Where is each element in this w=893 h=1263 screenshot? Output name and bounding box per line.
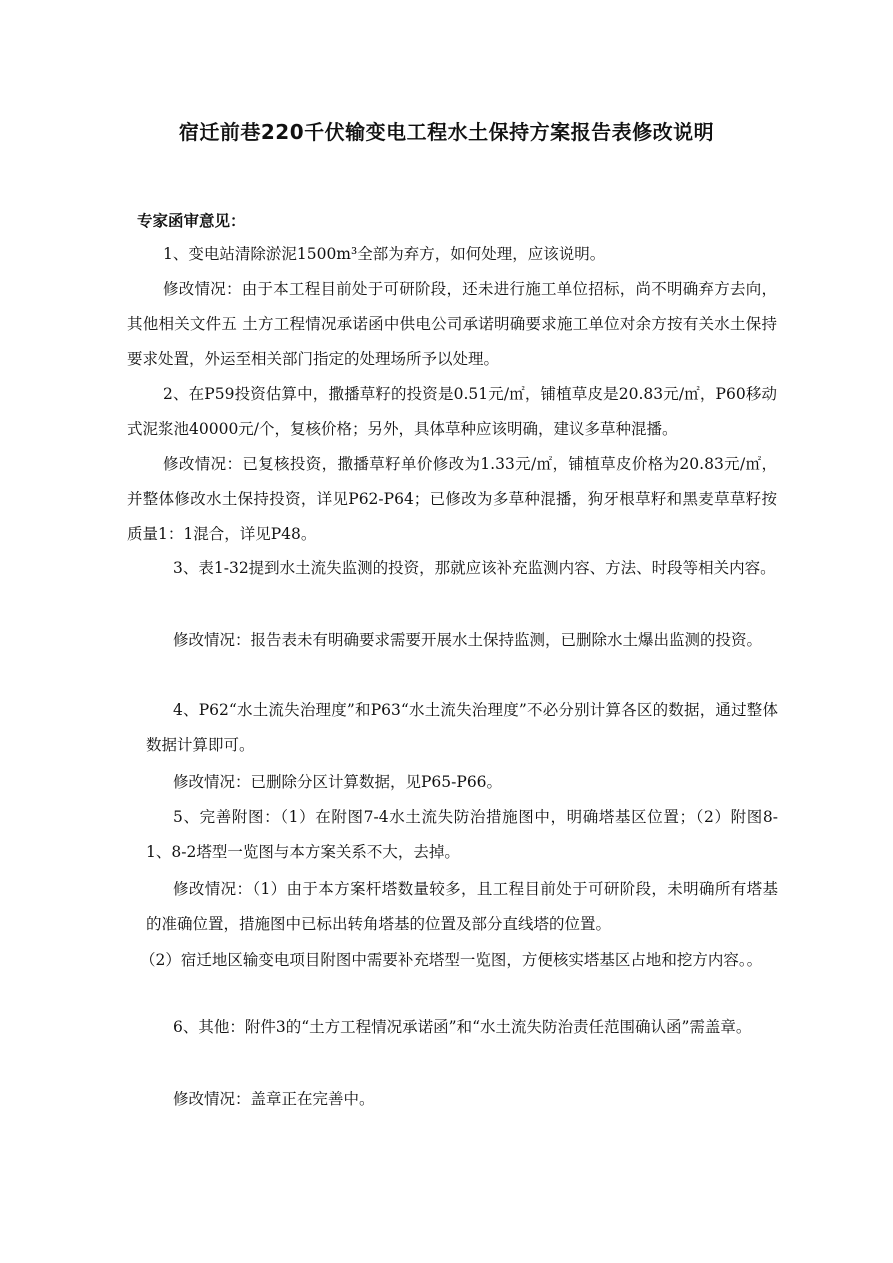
comment-4: 4、P62“水土流失治理度”和P63“水土流失治理度”不必分别计算各区的数据，通过整体数据计算即可。 bbox=[146, 701, 778, 754]
response-5-part-2: （2）宿迁地区输变电项目附图中需要补充塔型一览图，方便核实塔基区占地和挖方内容。。 bbox=[140, 951, 763, 969]
response-3: 修改情况：报告表未有明确要求需要开展水土保持监测，已删除水土爆出监测的投资。 bbox=[173, 631, 763, 649]
response-6: 修改情况：盖章正在完善中。 bbox=[173, 1090, 375, 1108]
response-1: 修改情况：由于本工程目前处于可研阶段，还未进行施工单位招标，尚不明确弃方去向，其他相关文件五 土方工程情况承诺函中供电公司承诺明确要求施工单位对余方按有关水土保持要求处置，外运至相关部门指定的处理场所予以处理。 bbox=[127, 280, 777, 368]
comment-2: 2、在P59投资估算中，撒播草籽的投资是0.51元/㎡，铺植草皮是20.83元/㎡，P60移动式泥浆池40000元/个，复核价格；另外，具体草种应该明确，建议多草种混播。 bbox=[127, 385, 777, 438]
section-heading: 专家函审意见： bbox=[137, 212, 246, 230]
response-4: 修改情况：已删除分区计算数据，见P65-P66。 bbox=[173, 773, 503, 791]
comment-3: 3、表1-32提到水土流失监测的投资，那就应该补充监测内容、方法、时段等相关内容。 bbox=[173, 559, 776, 577]
comment-6: 6、其他：附件3的“土方工程情况承诺函”和“水土流失防治责任范围确认函”需盖章。 bbox=[173, 1018, 752, 1036]
comment-1: 1、变电站清除淤泥1500m³全部为弃方，如何处理，应该说明。 bbox=[163, 245, 606, 263]
response-5-part-1: 修改情况：（1）由于本方案杆塔数量较多，且工程目前处于可研阶段，未明确所有塔基的准确位置，措施图中已标出转角塔基的位置及部分直线塔的位置。 bbox=[146, 880, 778, 933]
document-title: 宿迁前巷220千伏输变电工程水土保持方案报告表修改说明 bbox=[178, 120, 715, 144]
comment-5: 5、完善附图：（1）在附图7-4水土流失防治措施图中，明确塔基区位置；（2）附图8-1、8-2塔型一览图与本方案关系不大，去掉。 bbox=[146, 808, 778, 861]
response-2: 修改情况：已复核投资，撒播草籽单价修改为1.33元/㎡，铺植草皮价格为20.83元/㎡，并整体修改水土保持投资，详见P62-P64；已修改为多草种混播，狗牙根草籽和黑麦草草籽按质量1：1混合，详见P48。 bbox=[127, 455, 777, 543]
